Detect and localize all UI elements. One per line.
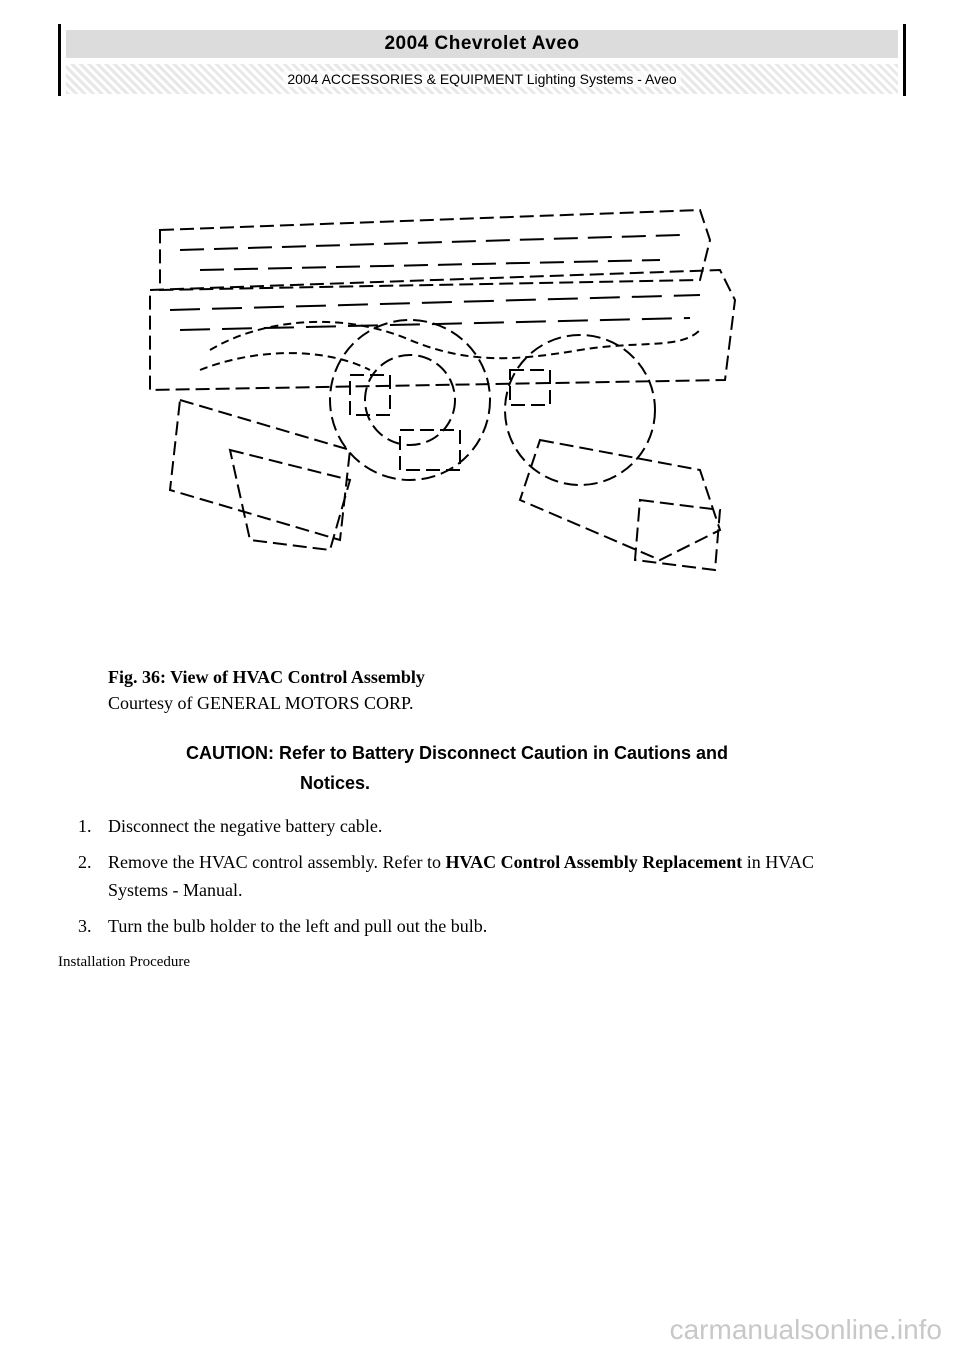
step-reference-link[interactable]: HVAC Control Assembly Replacement xyxy=(445,852,743,872)
step-number: 2. xyxy=(78,852,92,872)
document-title: 2004 Chevrolet Aveo xyxy=(66,30,898,58)
caution-note xyxy=(186,738,886,798)
figure-title: Fig. 36: View of HVAC Control Assembly xyxy=(108,667,425,687)
hvac-control-assembly-illustration xyxy=(140,200,760,600)
page-header xyxy=(58,24,906,96)
step-number: 3. xyxy=(78,916,92,936)
header-border-left xyxy=(58,24,61,96)
step-text xyxy=(108,848,838,904)
installation-heading: Installation Procedure xyxy=(58,954,191,970)
step-text-plain: Remove the HVAC control assembly. Refer to xyxy=(108,852,446,872)
caution-line-2: Notices. xyxy=(300,773,371,793)
list-item xyxy=(78,812,838,840)
step-text xyxy=(108,812,838,840)
step-text-suffix: in HVAC Systems - Manual. xyxy=(108,852,814,900)
figure-credit: Courtesy of GENERAL MOTORS CORP. xyxy=(108,693,414,713)
list-item xyxy=(78,912,838,940)
removal-steps xyxy=(78,812,838,948)
list-item xyxy=(78,848,838,904)
step-text-plain: Disconnect the negative battery cable. xyxy=(108,816,383,836)
document-subtitle xyxy=(66,64,898,94)
step-text xyxy=(108,912,838,940)
document-subtitle-text: 2004 ACCESSORIES & EQUIPMENT Lighting Systems - Aveo xyxy=(283,71,680,87)
caution-line-1: CAUTION: Refer to Battery Disconnect Caution in Cautions and xyxy=(186,743,729,763)
header-border-right xyxy=(903,24,906,96)
figure-caption xyxy=(108,664,808,716)
step-number: 1. xyxy=(78,816,92,836)
watermark: carmanualsonline.info xyxy=(669,1314,942,1345)
step-text-plain: Turn the bulb holder to the left and pull out the bulb. xyxy=(108,916,488,936)
